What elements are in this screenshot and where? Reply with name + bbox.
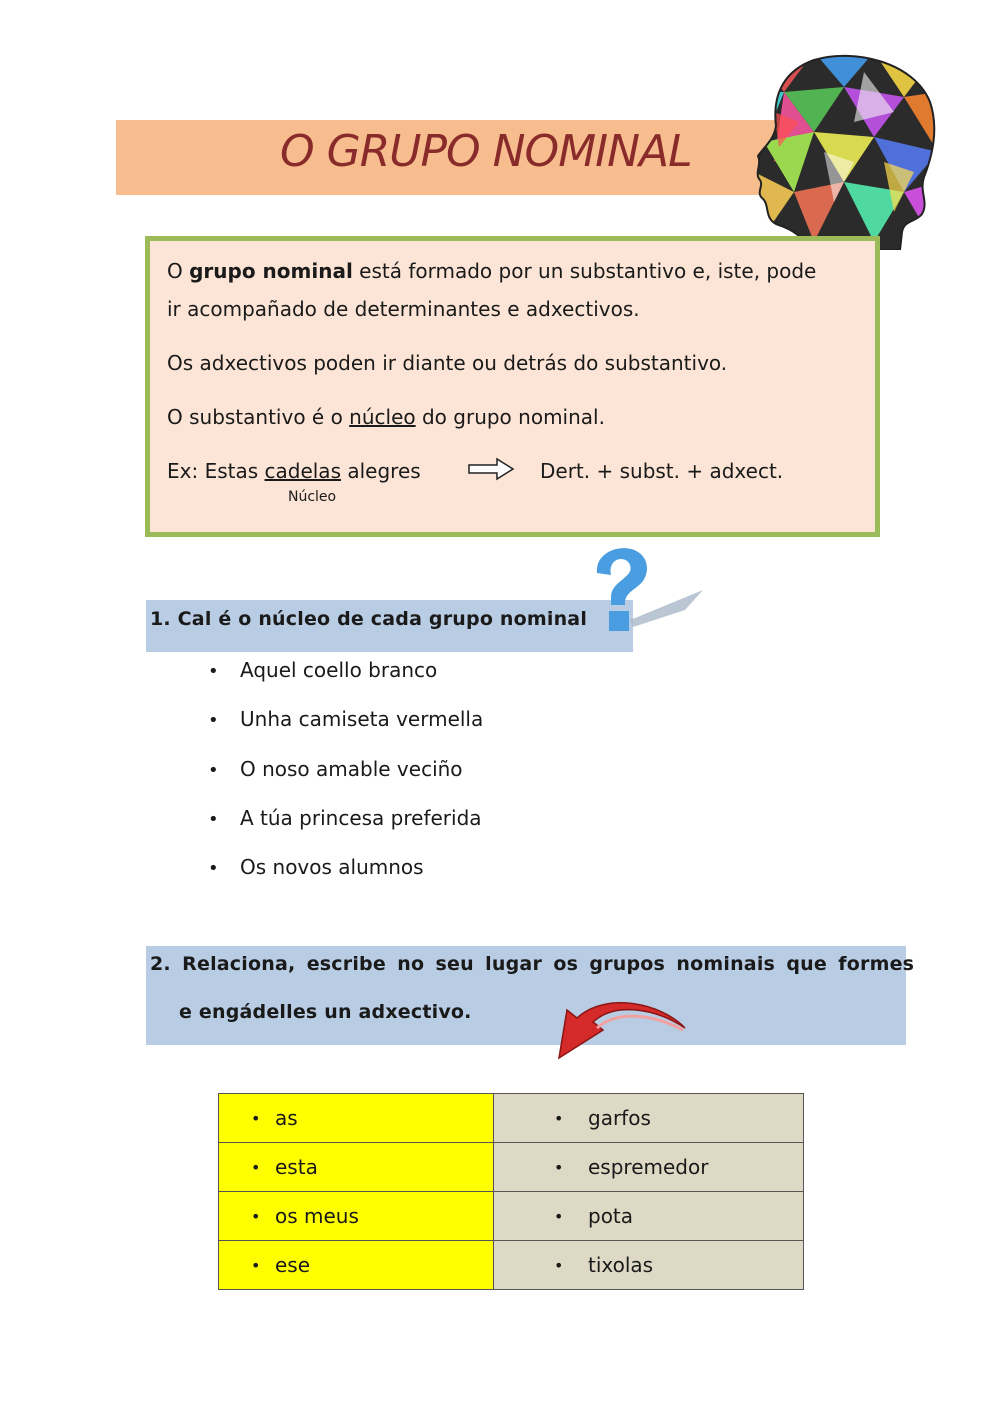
page-title: O GRUPO NOMINAL <box>280 126 692 177</box>
question-2-title-line-2: e engádelles un adxectivo. <box>179 1001 472 1023</box>
table-cell-right: espremedor <box>588 1155 709 1179</box>
table-row: • os meus • pota <box>219 1192 804 1241</box>
table-row: • esta • espremedor <box>219 1143 804 1192</box>
table-cell-left: ese <box>275 1253 311 1277</box>
definition-line-4: O substantivo é o núcleo do grupo nominal. <box>167 405 605 429</box>
list-item: • Os novos alumnos <box>208 855 424 880</box>
table-cell-right: pota <box>588 1204 634 1228</box>
list-item: • O noso amable veciño <box>208 756 463 781</box>
table-cell-left: esta <box>275 1155 318 1179</box>
table-row: • as • garfos <box>219 1094 804 1143</box>
list-item: • A túa princesa preferida <box>208 805 482 830</box>
question-1-list <box>208 650 483 896</box>
table-cell-right: tixolas <box>588 1253 654 1277</box>
definition-line-2: ir acompañado de determinantes e adxectivos. <box>167 297 640 321</box>
list-item: • Unha camiseta vermella <box>208 707 484 732</box>
mosaic-head-image <box>754 52 938 250</box>
example-formula: Dert. + subst. + adxect. <box>540 459 784 483</box>
table-cell-left: os meus <box>275 1204 359 1228</box>
curved-arrow-icon <box>545 1000 690 1075</box>
matching-table <box>218 1093 804 1290</box>
table-cell-right: garfos <box>588 1106 651 1130</box>
question-1-title: 1. Cal é o núcleo de cada grupo nominal <box>150 608 588 630</box>
question-mark-icon <box>585 545 705 635</box>
table-cell-left: as <box>275 1106 298 1130</box>
question-2-title-line-1: 2. Relaciona, escribe no seu lugar os grupos nominais que formes <box>150 953 915 975</box>
list-item: • Aquel coello branco <box>208 658 438 682</box>
definition-box <box>145 236 880 537</box>
example-line: Ex: Estas cadelas alegres <box>167 459 421 483</box>
nucleo-label: Núcleo <box>288 489 337 505</box>
table-row: • ese • tixolas <box>219 1241 804 1290</box>
definition-line-1: O grupo nominal está formado por un substantivo e, iste, pode <box>167 259 817 283</box>
definition-line-3: Os adxectivos poden ir diante ou detrás do substantivo. <box>167 351 728 375</box>
right-arrow-icon <box>467 457 515 481</box>
